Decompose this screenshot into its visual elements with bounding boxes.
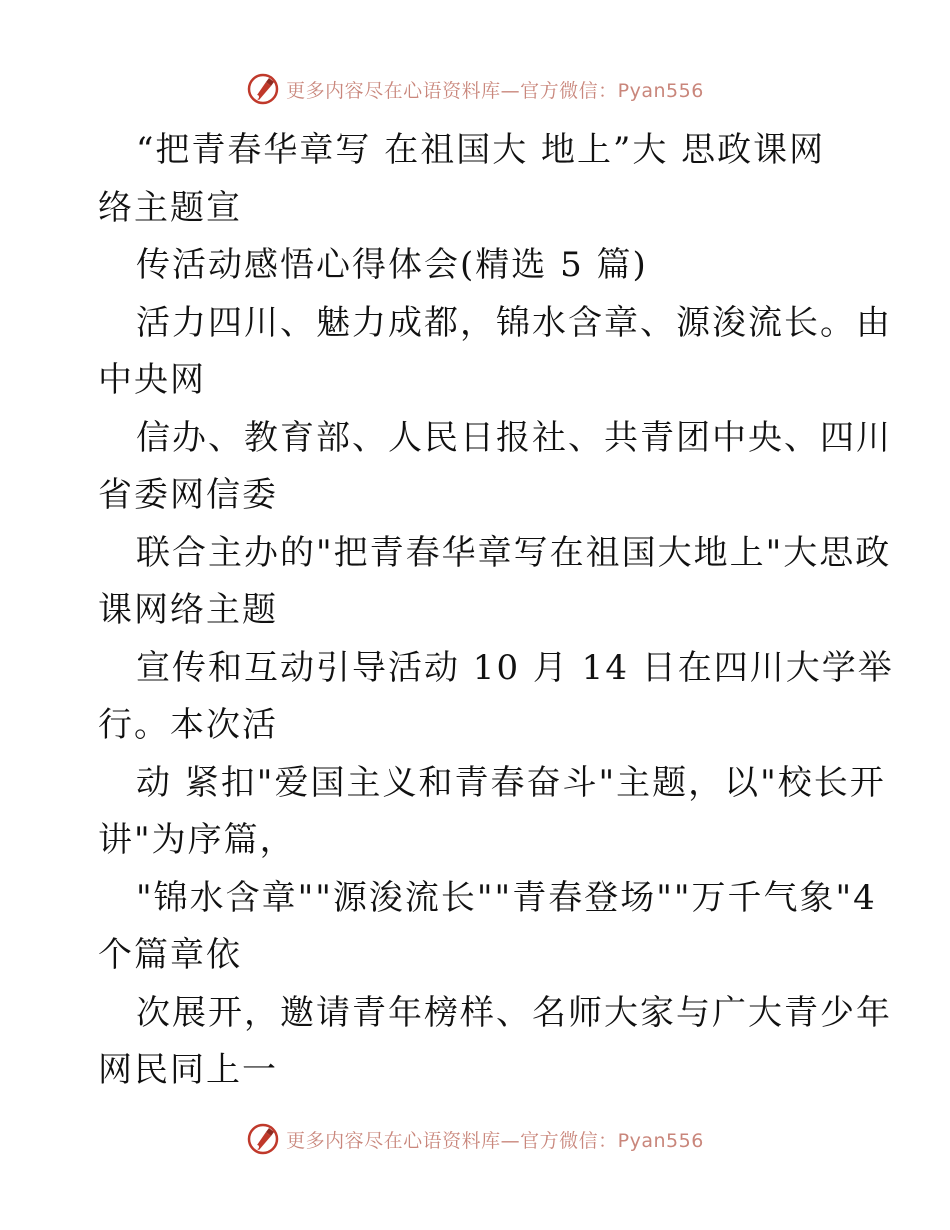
footer-watermark <box>0 1122 950 1156</box>
text-line: 行。本次活 <box>98 705 278 745</box>
text-line: 活力四川、魅力成都，锦水含章、源浚流长。由 <box>136 302 892 343</box>
text-line: 传活动感悟心得体会(精选 5 篇) <box>136 245 648 285</box>
pen-nib-logo-icon <box>246 72 280 106</box>
text-line: 网民同上一 <box>98 1050 278 1090</box>
text-line: 宣传和互动引导活动 10 月 14 日在四川大学举 <box>136 647 894 688</box>
watermark-text: 更多内容尽在心语资料库—官方微信：Pyan556 <box>286 79 704 102</box>
text-line: 动 紧扣"爱国主义和青春奋斗"主题，以"校长开 <box>136 762 886 803</box>
text-line: 个篇章依 <box>98 935 242 975</box>
text-line: 次展开，邀请青年榜样、名师大家与广大青少年 <box>136 992 892 1033</box>
watermark-text: 更多内容尽在心语资料库—官方微信：Pyan556 <box>286 1129 704 1152</box>
text-line: “把青春华章写 在祖国大 地上”大 思政课网 <box>136 130 826 170</box>
text-line: 络主题宣 <box>98 187 242 228</box>
text-line: 讲"为序篇， <box>98 820 296 860</box>
text-line: 中央网 <box>98 360 206 400</box>
pen-nib-logo-icon <box>246 1122 280 1156</box>
text-line: 联合主办的"把青春华章写在祖国大地上"大思政 <box>136 532 892 573</box>
text-line: 省委网信委 <box>98 475 278 515</box>
text-line: 信办、教育部、人民日报社、共青团中央、四川 <box>136 417 892 458</box>
header-watermark <box>0 72 950 106</box>
document-body <box>98 122 894 1100</box>
text-line: "锦水含章""源浚流长""青春登场""万千气象"4 <box>136 877 877 918</box>
text-line: 课网络主题 <box>98 590 278 630</box>
